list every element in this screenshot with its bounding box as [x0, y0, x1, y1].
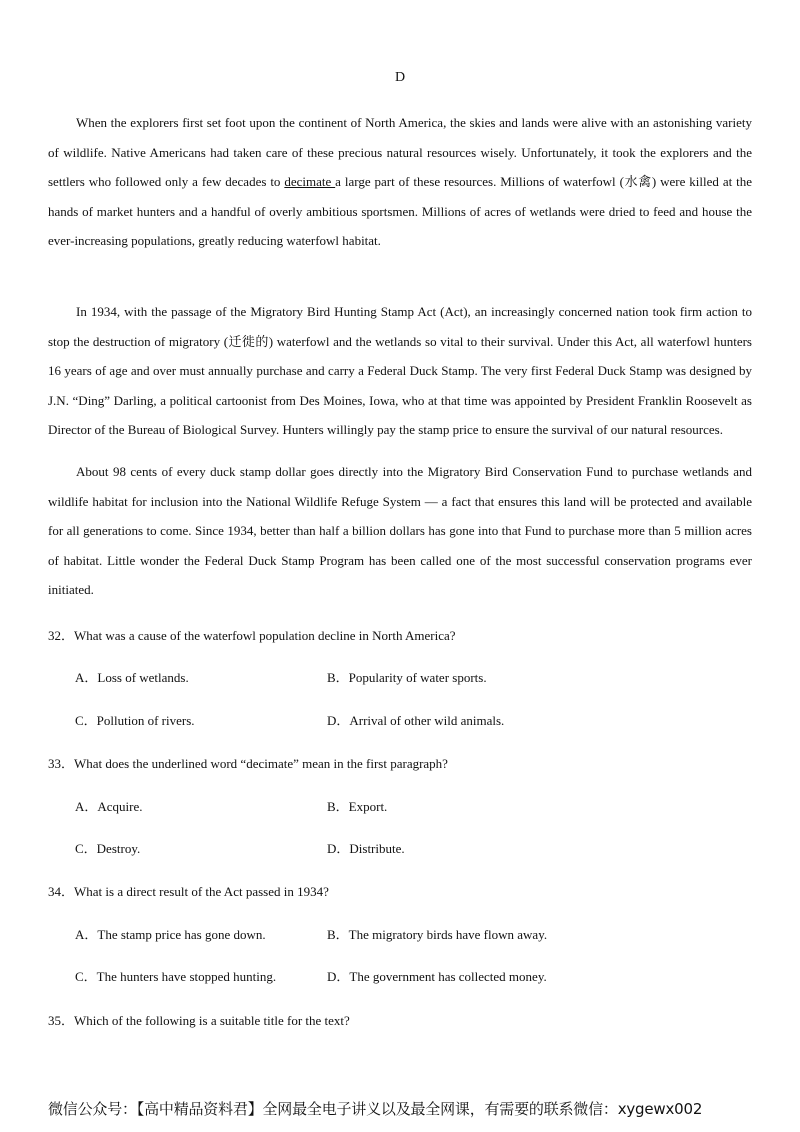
question-34: 34．What is a direct result of the Act passed in 1934?: [48, 884, 329, 899]
question-32: 32．What was a cause of the waterfowl population decline in North America?: [48, 628, 456, 643]
q34-option-d: D．The government has collected money.: [327, 969, 547, 984]
q32-option-c: C．Pollution of rivers.: [75, 713, 195, 728]
section-letter: D: [394, 70, 406, 85]
question-33: 33．What does the underlined word “decimate” mean in the first paragraph?: [48, 756, 448, 771]
passage-paragraph-1: [48, 108, 752, 256]
q34-option-a: A．The stamp price has gone down.: [75, 927, 266, 942]
q32-option-b: B．Popularity of water sports.: [327, 670, 487, 685]
p1-text-before: When the explorers first set foot upon the continent of North America, the skies and lands were alive with an astonishing variety of wildlife. Native Americans had taken care of these precious natural resources wisely. Unfortunately, it took the explorers and the settlers who followed only a few decades to: [48, 115, 752, 190]
passage-paragraph-3: About 98 cents of every duck stamp dollar goes directly into the Migratory Bird Conservation Fund to purchase wetlands and wildlife habitat for inclusion into the National Wildlife Refuge System — a fact that ensures this land will be protected and available for all generations to come. Since 1934, better than half a billion dollars has gone into that Fund to purchase more than 5 million acres of habitat. Little wonder the Federal Duck Stamp Program has been called one of the most successful conservation programs ever initiated.: [48, 464, 752, 598]
passage-paragraph-2: In 1934, with the passage of the Migratory Bird Hunting Stamp Act (Act), an increasingly concerned nation took firm action to stop the destruction of migratory (迁徙的) waterfowl and the wetlands so vital to their survival. Under this Act, all waterfowl hunters 16 years of age and over must annually purchase and carry a Federal Duck Stamp. The very first Federal Duck Stamp was designed by J.N. “Ding” Darling, a political cartoonist from Des Moines, Iowa, who at that time was appointed by President Franklin Roosevelt as Director of the Bureau of Biological Survey. Hunters willingly pay the stamp price to ensure the survival of our natural resources.: [48, 304, 752, 438]
q34-option-b: B．The migratory birds have flown away.: [327, 927, 548, 942]
q34-option-c: C．The hunters have stopped hunting.: [75, 969, 277, 984]
underlined-word-decimate: decimate: [284, 174, 336, 190]
q32-option-a: A．Loss of wetlands.: [75, 670, 189, 685]
question-35: 35．Which of the following is a suitable title for the text?: [48, 1013, 350, 1028]
q33-option-a: A．Acquire.: [75, 799, 143, 814]
q33-option-c: C．Destroy.: [75, 841, 141, 856]
q33-option-d: D．Distribute.: [327, 841, 405, 856]
q32-option-d: D．Arrival of other wild animals.: [327, 713, 505, 728]
footer-wechat-notice: 微信公众号：【高中精品资料君】全网最全电子讲义以及最全网课，有需要的联系微信：xygewx002: [48, 1100, 703, 1118]
q33-option-b: B．Export.: [327, 799, 388, 814]
p1-text-after: a large part of these resources. Millions of waterfowl (水禽) were killed at the hands of market hunters and a handful of overly ambitious sportsmen. Millions of acres of wetlands were dried to feed and house the ever-increasing populations, greatly reducing waterfowl habitat.: [48, 174, 752, 249]
